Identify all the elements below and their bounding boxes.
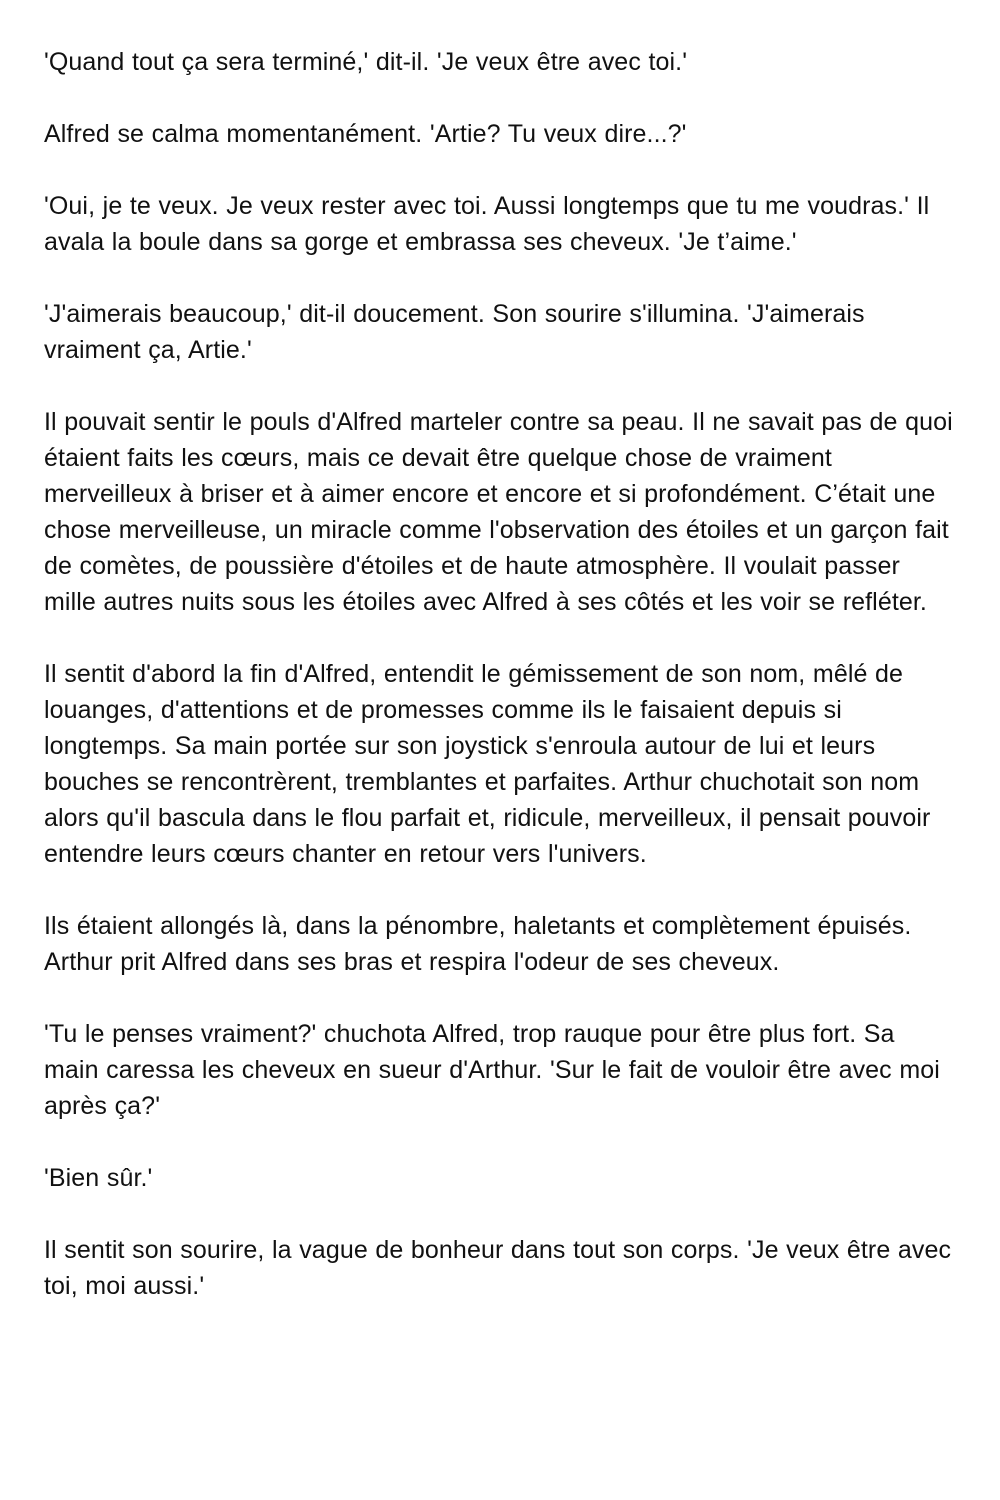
paragraph-8: 'Tu le penses vraiment?' chuchota Alfred, trop rauque pour être plus fort. Sa main caressa les cheveux en sueur d'Arthur. 'Sur le fait de vouloir être avec moi après ça?' — [44, 1020, 940, 1120]
paragraph-1: 'Quand tout ça sera terminé,' dit-il. 'Je veux être avec toi.' — [44, 48, 688, 76]
paragraph-6: Il sentit d'abord la fin d'Alfred, entendit le gémissement de son nom, mêlé de louanges, d'attentions et de promesses comme ils le faisaient depuis si longtemps. Sa main portée sur son joystick s'enroula autour de lui et leurs bouches se rencontrèrent, tremblantes et parfaites. Arthur chuchotait son nom alors qu'il bascula dans le flou parfait et, ridicule, merveilleux, il pensait pouvoir entendre leurs cœurs chanter en retour vers l'univers. — [44, 660, 931, 868]
paragraph-7: Ils étaient allongés là, dans la pénombre, haletants et complètement épuisés. Arthur prit Alfred dans ses bras et respira l'odeur de ses cheveux. — [44, 912, 912, 976]
paragraph-5: Il pouvait sentir le pouls d'Alfred marteler contre sa peau. Il ne savait pas de quoi étaient faits les cœurs, mais ce devait être quelque chose de vraiment merveilleux à briser et à aimer encore et encore et si profondément. C’était une chose merveilleuse, un miracle comme l'observation des étoiles et un garçon fait de comètes, de poussière d'étoiles et de haute atmosphère. Il voulait passer mille autres nuits sous les étoiles avec Alfred à ses côtés et les voir se refléter. — [44, 408, 953, 616]
paragraph-10: Il sentit son sourire, la vague de bonheur dans tout son corps. 'Je veux être avec toi, moi aussi.' — [44, 1236, 952, 1300]
paragraph-4: 'J'aimerais beaucoup,' dit-il doucement. Son sourire s'illumina. 'J'aimerais vraiment ça, Artie.' — [44, 300, 865, 364]
paragraph-2: Alfred se calma momentanément. 'Artie? Tu veux dire...?' — [44, 120, 687, 148]
paragraph-9: 'Bien sûr.' — [44, 1164, 153, 1192]
paragraph-3: 'Oui, je te veux. Je veux rester avec toi. Aussi longtemps que tu me voudras.' Il avala la boule dans sa gorge et embrassa ses cheveux. 'Je t’aime.' — [44, 192, 930, 256]
